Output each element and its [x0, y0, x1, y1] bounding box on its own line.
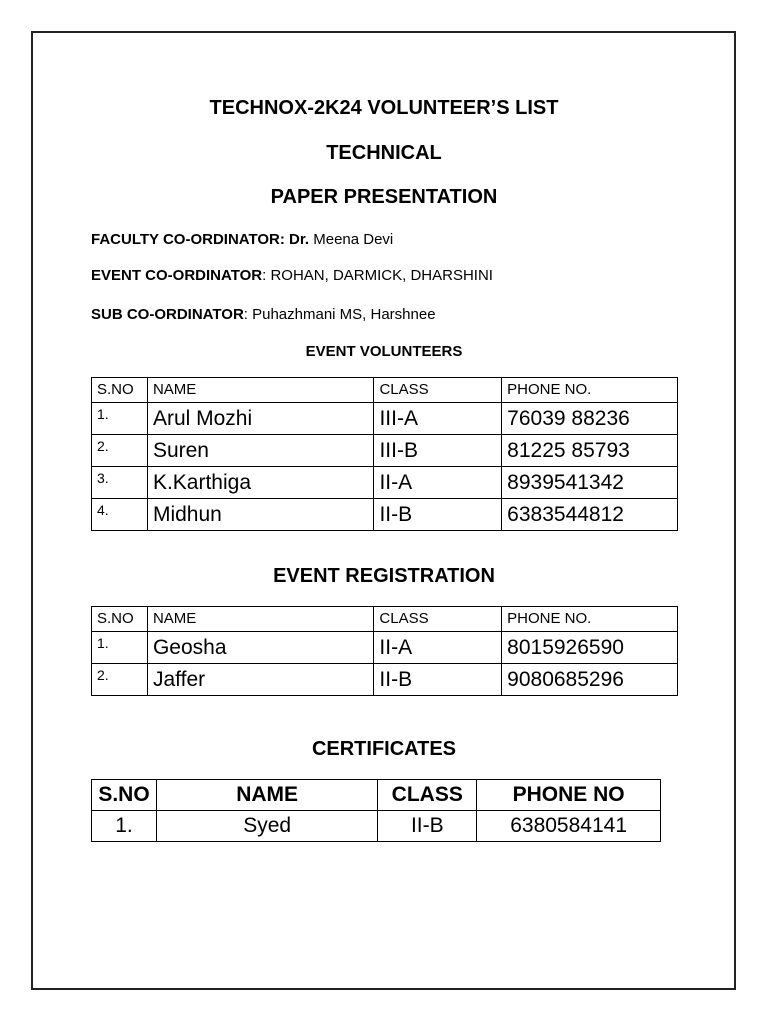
cell-class: II-A: [374, 467, 502, 499]
cell-phone: 6383544812: [502, 499, 678, 531]
header-phone: PHONE NO.: [502, 607, 678, 632]
faculty-coordinator-value: Meena Devi: [309, 231, 394, 248]
registration-table: [91, 606, 678, 696]
category-heading: TECHNICAL: [326, 142, 442, 164]
table-header-row: [92, 378, 678, 403]
cell-class: II-B: [378, 811, 477, 842]
table-row: [92, 467, 678, 499]
cell-phone: 6380584141: [477, 811, 661, 842]
page-title: TECHNOX-2K24 VOLUNTEER’S LIST: [209, 97, 559, 119]
sub-coordinator-value: : Puhazhmani MS, Harshnee: [243, 306, 436, 323]
sub-coordinator: [91, 306, 436, 323]
event-name-heading: PAPER PRESENTATION: [270, 186, 498, 208]
volunteers-table: [91, 377, 678, 531]
table-row: [92, 811, 661, 842]
cell-sno: 1.: [92, 403, 148, 435]
cell-name: Jaffer: [147, 664, 373, 696]
cell-sno: 3.: [92, 467, 148, 499]
header-name: NAME: [147, 378, 374, 403]
cell-name: Midhun: [147, 499, 374, 531]
cell-phone: 76039 88236: [502, 403, 678, 435]
table-header-row: [92, 780, 661, 811]
cell-sno: 1.: [92, 811, 157, 842]
cell-name: Suren: [147, 435, 374, 467]
header-class: CLASS: [378, 780, 477, 811]
event-coordinator-label: EVENT CO-ORDINATOR: [91, 267, 263, 284]
cell-sno: 2.: [92, 435, 148, 467]
cell-phone: 8939541342: [502, 467, 678, 499]
header-phone: PHONE NO.: [502, 378, 678, 403]
sub-coordinator-label: SUB CO-ORDINATOR: [91, 306, 244, 323]
faculty-coordinator-label: FACULTY CO-ORDINATOR: Dr.: [91, 231, 310, 248]
header-name: NAME: [147, 607, 373, 632]
certificates-table: [91, 779, 661, 842]
cell-class: III-B: [374, 435, 502, 467]
cell-name: Syed: [156, 811, 377, 842]
event-coordinator: [91, 267, 493, 284]
table-row: [92, 403, 678, 435]
cell-name: K.Karthiga: [147, 467, 374, 499]
table-row: [92, 632, 678, 664]
volunteers-heading: EVENT VOLUNTEERS: [305, 343, 463, 360]
cell-phone: 81225 85793: [502, 435, 678, 467]
cell-class: III-A: [374, 403, 502, 435]
header-sno: S.NO: [92, 607, 148, 632]
cell-sno: 4.: [92, 499, 148, 531]
cell-name: Geosha: [147, 632, 373, 664]
header-name: NAME: [156, 780, 377, 811]
cell-class: II-B: [374, 499, 502, 531]
header-sno: S.NO: [92, 780, 157, 811]
cell-phone: 8015926590: [502, 632, 678, 664]
table-row: [92, 499, 678, 531]
faculty-coordinator: [91, 231, 393, 248]
table-row: [92, 435, 678, 467]
header-class: CLASS: [374, 378, 502, 403]
header-sno: S.NO: [92, 378, 148, 403]
cell-sno: 1.: [92, 632, 148, 664]
registration-heading: EVENT REGISTRATION: [273, 565, 495, 587]
table-row: [92, 664, 678, 696]
header-phone: PHONE NO: [477, 780, 661, 811]
table-header-row: [92, 607, 678, 632]
cell-class: II-B: [374, 664, 502, 696]
cell-phone: 9080685296: [502, 664, 678, 696]
cell-name: Arul Mozhi: [147, 403, 374, 435]
cell-sno: 2.: [92, 664, 148, 696]
certificates-heading: CERTIFICATES: [311, 738, 457, 760]
event-coordinator-value: : ROHAN, DARMICK, DHARSHINI: [262, 267, 493, 284]
cell-class: II-A: [374, 632, 502, 664]
header-class: CLASS: [374, 607, 502, 632]
